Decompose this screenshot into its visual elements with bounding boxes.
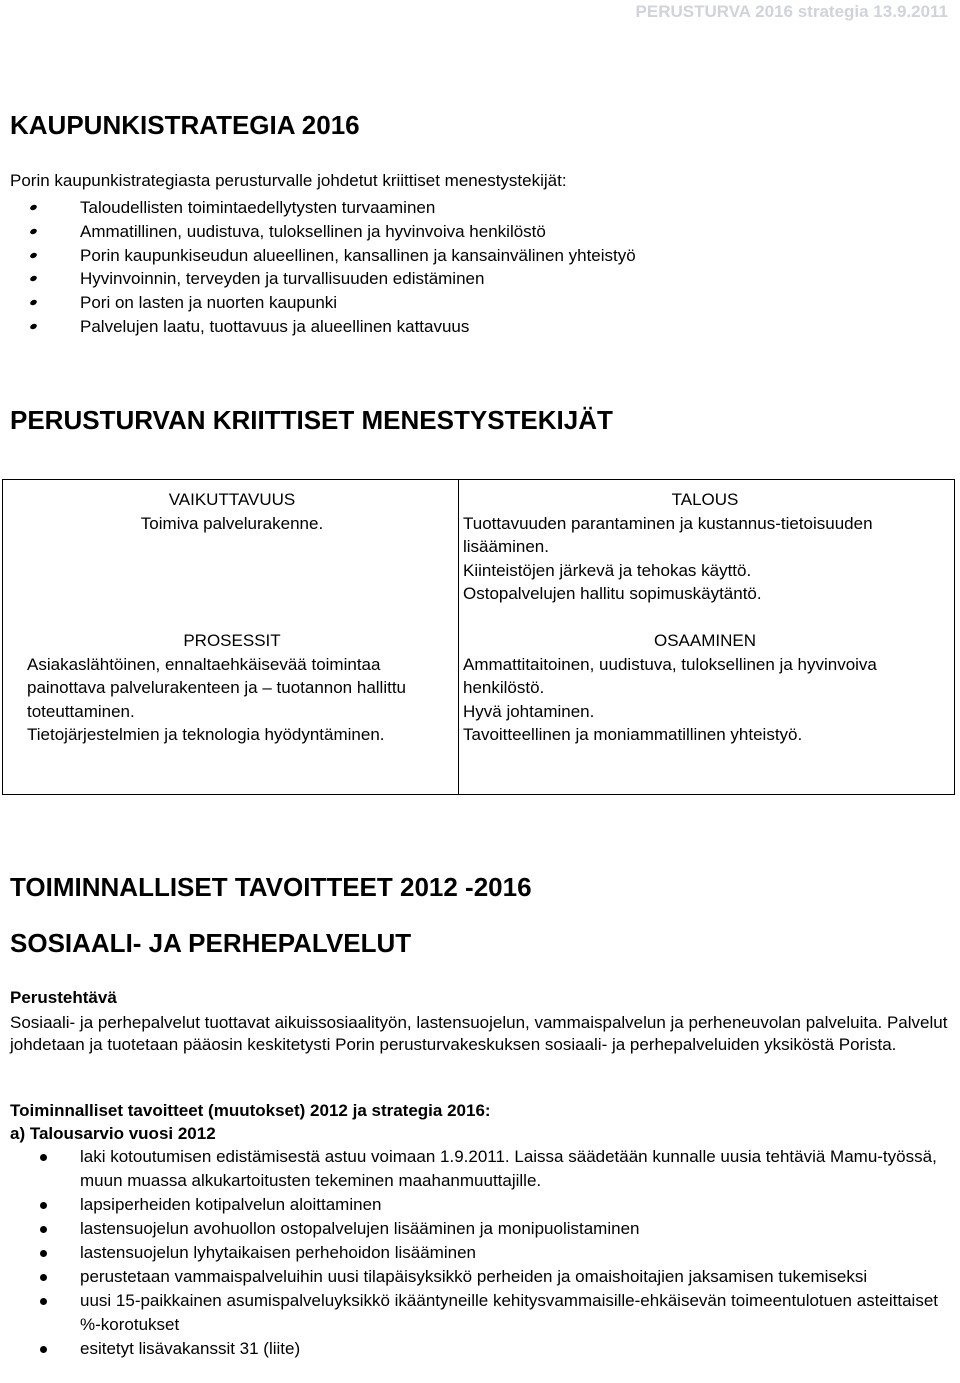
list-item: laki kotoutumisen edistämisestä astuu voimaan 1.9.2011. Laissa säädetään kunnalle uusia tehtäviä Mamu-työssä, muun muassa alkukartoitusten tekeminen maahanmuuttajille.	[40, 1145, 950, 1193]
column-divider	[458, 480, 459, 794]
cell-text: Tavoitteellinen ja moniammatillinen yhteistyö.	[463, 725, 803, 744]
cell-talous	[463, 488, 947, 606]
list-item: Pori on lasten ja nuorten kaupunki	[30, 291, 636, 315]
cell-text: Tuottavuuden parantaminen ja kustannus-tietoisuuden lisääminen.	[463, 513, 873, 556]
page-header: PERUSTURVA 2016 strategia 13.9.2011	[635, 2, 948, 21]
cell-title: TALOUS	[671, 490, 739, 509]
cell-text: Tietojärjestelmien ja teknologia hyödyntäminen.	[27, 725, 385, 744]
bullet-icon	[40, 1250, 47, 1257]
cell-vaikuttavuus	[27, 488, 437, 535]
bullet-icon	[40, 1274, 47, 1281]
bullet-icon	[40, 1154, 47, 1161]
cell-text: Ammattitaitoinen, uudistuva, tuloksellinen ja hyvinvoiva henkilöstö.	[463, 654, 877, 697]
list-item: Ammatillinen, uudistuva, tuloksellinen ja hyvinvoiva henkilöstö	[30, 220, 636, 244]
basic-task-text: Sosiaali- ja perhepalvelut tuottavat aikuissosiaalityön, lastensuojelun, vammaispalvelun ja perheneuvolan palveluita. Palvelut johdetaan ja tuotetaan pääosin keskitetysti Porin perusturvakeskuksen sosiaali- ja perhepalveluiden yksiköstä Porista.	[10, 1013, 948, 1054]
bullet-icon	[29, 323, 37, 330]
bullet-icon	[29, 228, 37, 235]
cell-text: Asiakaslähtöinen, ennaltaehkäisevää toimintaa painottava palvelurakenteen ja – tuotannon hallittu toteuttaminen.	[27, 654, 407, 721]
list-item: lastensuojelun lyhytaikaisen perhehoidon lisääminen	[40, 1241, 950, 1265]
cell-text: Kiinteistöjen järkevä ja tehokas käyttö.	[463, 560, 752, 580]
list-item: esitetyt lisävakanssit 31 (liite)	[40, 1337, 950, 1361]
bullet-icon	[40, 1346, 47, 1353]
bullet-icon	[29, 204, 37, 211]
list-item: Hyvinvoinnin, terveyden ja turvallisuuden edistäminen	[30, 267, 636, 291]
bullet-icon	[29, 275, 37, 282]
strategy-title: KAUPUNKISTRATEGIA 2016	[10, 110, 360, 140]
list-item: lapsiperheiden kotipalvelun aloittaminen	[40, 1193, 950, 1217]
critical-factors-table	[2, 479, 955, 795]
cell-title: OSAAMINEN	[653, 631, 757, 650]
bullet-icon	[40, 1298, 47, 1305]
cell-title: VAIKUTTAVUUS	[168, 490, 296, 509]
cell-prosessit	[27, 629, 437, 747]
basic-task-label: Perustehtävä	[10, 988, 117, 1007]
list-item: perustetaan vammaispalveluihin uusi tilapäisyksikkö perheiden ja omaishoitajien jaksamisen tukemiseksi	[40, 1265, 950, 1289]
list-item: Palvelujen laatu, tuottavuus ja alueellinen kattavuus	[30, 315, 636, 339]
goals-subtitle: SOSIAALI- JA PERHEPALVELUT	[10, 928, 412, 958]
goals-title: TOIMINNALLISET TAVOITTEET 2012 -2016	[10, 872, 532, 902]
cell-text: Hyvä johtaminen.	[463, 701, 595, 721]
list-item: Porin kaupunkiseudun alueellinen, kansallinen ja kansainvälinen yhteistyö	[30, 244, 636, 268]
cell-text: Ostopalvelujen hallitu sopimuskäytäntö.	[463, 584, 762, 603]
strategy-list	[30, 196, 636, 339]
bullet-icon	[40, 1226, 47, 1233]
cell-text: Toimiva palvelurakenne.	[140, 513, 324, 533]
budget-label: a) Talousarvio vuosi 2012	[10, 1124, 216, 1143]
objectives-label: Toiminnalliset tavoitteet (muutokset) 2012 ja strategia 2016:	[10, 1101, 491, 1120]
bullet-icon	[29, 251, 37, 258]
cell-osaaminen	[463, 629, 947, 747]
budget-list	[40, 1145, 950, 1361]
list-item: uusi 15-paikkainen asumispalveluyksikkö ikääntyneille kehitysvammaisille-ehkäisevän toimeentulotuen asteittaiset %-korotukset	[40, 1289, 950, 1337]
list-item: lastensuojelun avohuollon ostopalvelujen lisääminen ja monipuolistaminen	[40, 1217, 950, 1241]
critical-factors-title: PERUSTURVAN KRIITTISET MENESTYSTEKIJÄT	[10, 405, 613, 435]
cell-title: PROSESSIT	[183, 631, 281, 650]
strategy-intro: Porin kaupunkistrategiasta perusturvalle johdetut kriittiset menestystekijät:	[10, 171, 567, 190]
bullet-icon	[40, 1202, 47, 1209]
list-item: Taloudellisten toimintaedellytysten turvaaminen	[30, 196, 636, 220]
bullet-icon	[29, 299, 37, 306]
